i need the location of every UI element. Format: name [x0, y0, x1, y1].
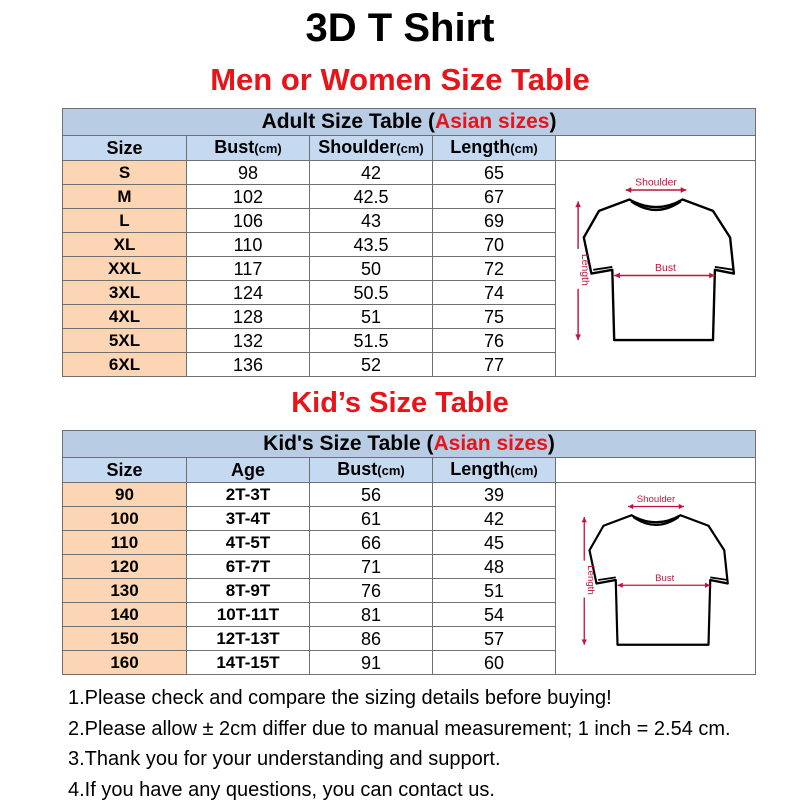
- table-cell: 81: [310, 603, 433, 627]
- table-cell: 91: [310, 651, 433, 675]
- table-cell: 56: [310, 483, 433, 507]
- column-header-name: Bust: [214, 137, 254, 157]
- table-cell: 66: [310, 531, 433, 555]
- tshirt-diagram-icon: [566, 489, 746, 664]
- table-cell: 110: [187, 233, 310, 257]
- table-cell: 8T-9T: [187, 579, 310, 603]
- table-cell: 65: [433, 161, 556, 185]
- table-cell: 39: [433, 483, 556, 507]
- length-label: Length: [578, 254, 589, 286]
- table-cell: 72: [433, 257, 556, 281]
- column-header-unit: (cm): [377, 463, 404, 478]
- caption-text: Adult Size Table: [262, 110, 423, 133]
- column-header: [433, 136, 556, 161]
- table-cell: 128: [187, 305, 310, 329]
- size-cell: XL: [63, 233, 187, 257]
- table-cell: 69: [433, 209, 556, 233]
- table-row: [63, 483, 756, 507]
- size-cell: 130: [63, 579, 187, 603]
- tshirt-diagram-icon: [566, 171, 746, 361]
- table-cell: 106: [187, 209, 310, 233]
- table-cell: 2T-3T: [187, 483, 310, 507]
- column-header-unit: (cm): [396, 141, 423, 156]
- table-cell: 12T-13T: [187, 627, 310, 651]
- adult-size-table: [62, 108, 756, 377]
- column-header-name: Bust: [337, 459, 377, 479]
- column-header-unit: (cm): [510, 463, 537, 478]
- table-cell: 76: [310, 579, 433, 603]
- table-cell: 98: [187, 161, 310, 185]
- shoulder-label: Shoulder: [635, 177, 677, 188]
- column-header-name: Size: [106, 460, 142, 480]
- column-header-name: Shoulder: [318, 137, 396, 157]
- notes-list: [68, 683, 788, 805]
- table-cell: 50.5: [310, 281, 433, 305]
- diagram-header-blank: [556, 458, 756, 483]
- kid-section-heading: Kid’s Size Table: [0, 386, 800, 420]
- table-cell: 14T-15T: [187, 651, 310, 675]
- table-cell: 60: [433, 651, 556, 675]
- table-cell: 132: [187, 329, 310, 353]
- table-cell: 86: [310, 627, 433, 651]
- table-cell: 51.5: [310, 329, 433, 353]
- note-item: 1.Please check and compare the sizing details before buying!: [68, 683, 788, 714]
- column-header-name: Size: [106, 138, 142, 158]
- note-item: 3.Thank you for your understanding and support.: [68, 744, 788, 775]
- table-cell: 42: [310, 161, 433, 185]
- size-cell: 110: [63, 531, 187, 555]
- column-header: [433, 458, 556, 483]
- note-item: 2.Please allow ± 2cm differ due to manual measurement; 1 inch = 2.54 cm.: [68, 714, 788, 745]
- column-header: [187, 458, 310, 483]
- table-cell: 102: [187, 185, 310, 209]
- size-cell: 100: [63, 507, 187, 531]
- table-cell: 74: [433, 281, 556, 305]
- size-cell: 6XL: [63, 353, 187, 377]
- diagram-header-blank: [556, 136, 756, 161]
- column-header-name: Length: [450, 137, 510, 157]
- table-cell: 42.5: [310, 185, 433, 209]
- table-cell: 71: [310, 555, 433, 579]
- table-cell: 67: [433, 185, 556, 209]
- bust-label: Bust: [655, 572, 675, 583]
- page-title: 3D T Shirt: [0, 6, 800, 50]
- table-cell: 45: [433, 531, 556, 555]
- size-cell: 140: [63, 603, 187, 627]
- table-row: [63, 161, 756, 185]
- size-cell: 5XL: [63, 329, 187, 353]
- table-cell: 117: [187, 257, 310, 281]
- column-header-unit: (cm): [510, 141, 537, 156]
- table-cell: 43: [310, 209, 433, 233]
- table-cell: 6T-7T: [187, 555, 310, 579]
- column-header-name: Age: [231, 460, 265, 480]
- size-cell: 150: [63, 627, 187, 651]
- size-diagram-cell: [556, 161, 756, 377]
- size-cell: M: [63, 185, 187, 209]
- table-cell: 42: [433, 507, 556, 531]
- table-cell: 57: [433, 627, 556, 651]
- table-cell: 43.5: [310, 233, 433, 257]
- table-cell: 3T-4T: [187, 507, 310, 531]
- size-cell: S: [63, 161, 187, 185]
- adult-section-heading: Men or Women Size Table: [0, 62, 800, 98]
- table-cell: 77: [433, 353, 556, 377]
- size-diagram-cell: [556, 483, 756, 675]
- size-cell: 4XL: [63, 305, 187, 329]
- table-cell: 70: [433, 233, 556, 257]
- size-cell: XXL: [63, 257, 187, 281]
- table-cell: 76: [433, 329, 556, 353]
- table-cell: 136: [187, 353, 310, 377]
- caption-highlight: Asian sizes: [435, 110, 549, 133]
- column-header: [187, 136, 310, 161]
- column-header: [63, 458, 187, 483]
- table-cell: 75: [433, 305, 556, 329]
- kid-table-caption: Kid's Size Table (Asian sizes): [63, 431, 756, 458]
- table-cell: 51: [433, 579, 556, 603]
- adult-table-caption: Adult Size Table (Asian sizes): [63, 109, 756, 136]
- table-cell: 4T-5T: [187, 531, 310, 555]
- size-cell: L: [63, 209, 187, 233]
- table-cell: 50: [310, 257, 433, 281]
- table-cell: 51: [310, 305, 433, 329]
- shoulder-label: Shoulder: [636, 494, 675, 505]
- table-cell: 54: [433, 603, 556, 627]
- size-cell: 160: [63, 651, 187, 675]
- column-header-name: Length: [450, 459, 510, 479]
- size-cell: 90: [63, 483, 187, 507]
- size-cell: 120: [63, 555, 187, 579]
- kid-size-table: [62, 430, 756, 675]
- bust-label: Bust: [655, 263, 676, 274]
- caption-text: Kid's Size Table: [263, 432, 420, 455]
- column-header: [310, 136, 433, 161]
- table-cell: 52: [310, 353, 433, 377]
- table-cell: 124: [187, 281, 310, 305]
- table-cell: 48: [433, 555, 556, 579]
- column-header: [63, 136, 187, 161]
- note-item: 4.If you have any questions, you can contact us.: [68, 775, 788, 805]
- length-label: Length: [584, 565, 595, 594]
- caption-highlight: Asian sizes: [433, 432, 547, 455]
- column-header-unit: (cm): [254, 141, 281, 156]
- table-cell: 61: [310, 507, 433, 531]
- column-header: [310, 458, 433, 483]
- table-cell: 10T-11T: [187, 603, 310, 627]
- size-cell: 3XL: [63, 281, 187, 305]
